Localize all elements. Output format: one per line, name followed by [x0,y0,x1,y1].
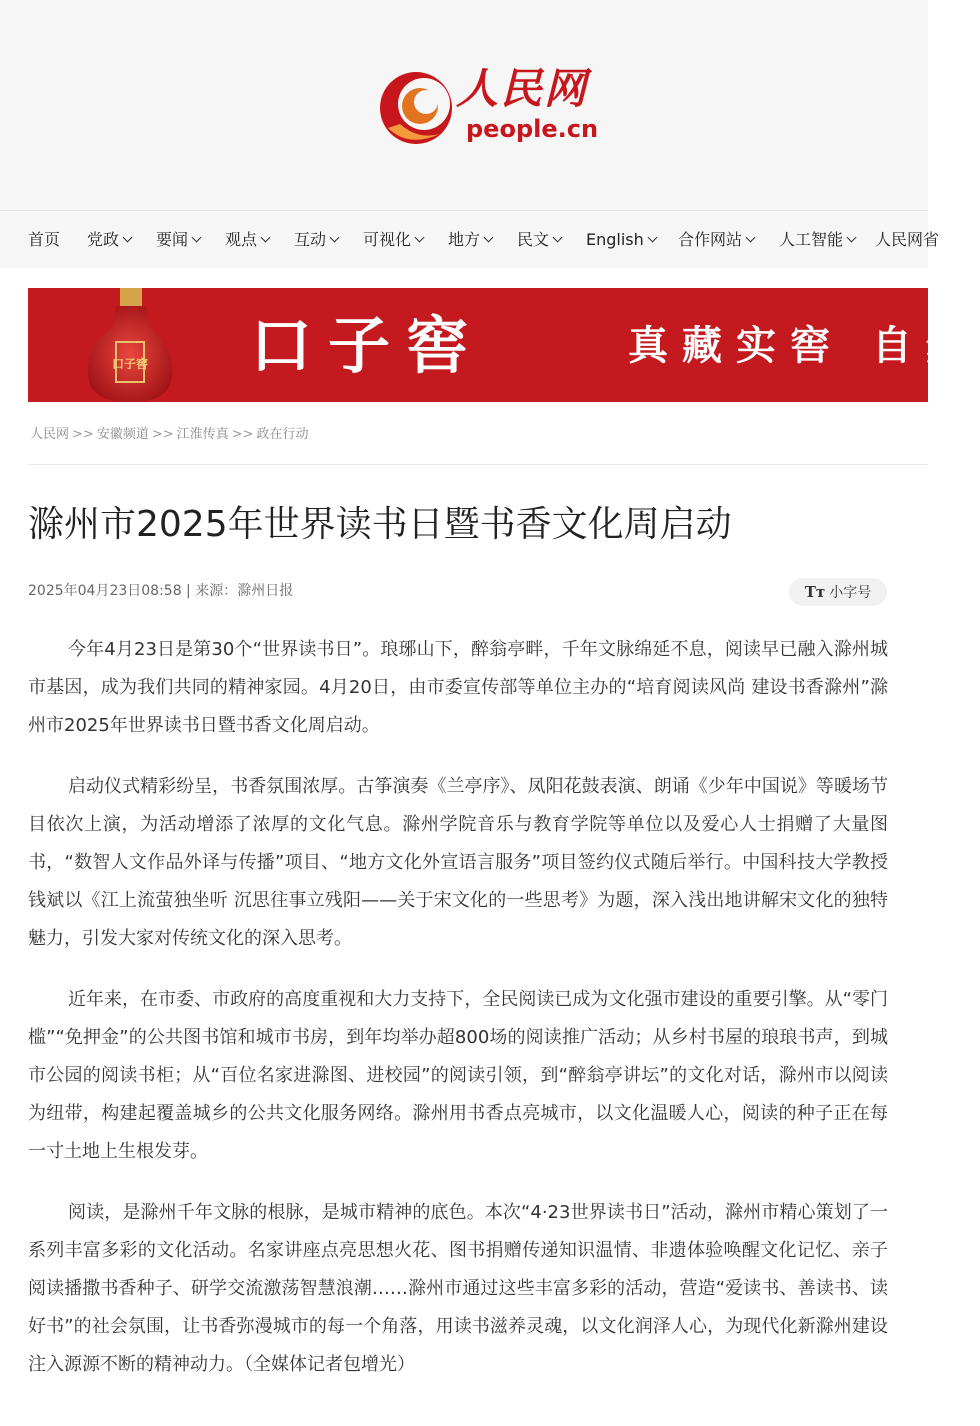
liquor-bottle-icon [76,288,182,402]
logo-text-cn: 人民网 [456,64,589,113]
breadcrumb-link[interactable]: 安徽频道 [96,427,149,442]
people-logo-icon [378,68,458,148]
divider [28,464,928,465]
logo-text-en: people.cn [466,115,599,143]
chevron-down-icon [123,233,133,243]
nav-item-news[interactable]: 要闻 [156,212,200,268]
font-size-toggle-button[interactable] [789,578,887,606]
nav-item-visual[interactable]: 可视化 [363,212,423,268]
article-title: 滁州市2025年世界读书日暨书香文化周启动 [28,504,732,545]
article-paragraph: 近年来，在市委、市政府的高度重视和大力支持下，全民阅读已成为文化强市建设的重要引擎。从“零门槛”“免押金”的公共图书馆和城市书房，到年均举办超800场的阅读推广活动；从乡村书屋的琅琅书声，到城市公园的阅读书柜；从“百位名家进滁图、进校园”的阅读引领，到“醉翁亭讲坛”的文化对话，滁州市以阅读为纽带，构建起覆盖城乡的公共文化服务网络。滁州用书香点亮城市，以文化温暖人心，阅读的种子正在每一寸土地上生根发芽。 [28,989,888,1162]
nav-item-ai[interactable]: 人工智能 [779,212,855,268]
site-logo[interactable] [378,62,598,152]
nav-item-provincial[interactable]: 人民网省 [875,230,940,249]
chevron-down-icon [553,233,563,243]
chevron-down-icon [484,233,494,243]
ad-banner[interactable] [28,288,980,402]
breadcrumb-separator: >> [72,427,94,442]
nav-item-interaction[interactable]: 互动 [294,212,338,268]
main-nav [0,212,940,268]
nav-item-opinion[interactable]: 观点 [225,212,269,268]
breadcrumb [30,423,308,442]
chevron-down-icon [746,233,756,243]
ad-brand: 口子窖 [250,309,485,382]
breadcrumb-link[interactable]: 江淮传真 [176,427,229,442]
nav-item-english[interactable]: English [586,212,656,268]
article-body [28,631,888,1407]
article-paragraph: 阅读，是滁州千年文脉的根脉，是城市精神的底色。本次“4·23世界读书日”活动，滁州市精心策划了一系列丰富多彩的文化活动。名家讲座点亮思想火花、图书捐赠传递知识温情、非遗体验唤醒文化记忆、亲子阅读播撒书香种子、研学交流激荡智慧浪潮……滁州市通过这些丰富多彩的活动，营造“爱读书、善读书、读好书”的社会氛围，让书香弥漫城市的每一个角落，用读书滋养灵魂，以文化润泽人心，为现代化新滁州建设注入源源不断的精神动力。（全媒体记者包增光） [28,1202,888,1375]
ad-slogan: 真藏实窖 自然 [628,322,980,369]
chevron-down-icon [330,233,340,243]
nav-item-local[interactable]: 地方 [448,212,492,268]
site-header [0,0,928,211]
nav-item-home[interactable]: 首页 [28,230,61,249]
nav-item-minority[interactable]: 民文 [517,212,561,268]
article-meta: 2025年04月23日08:58 | 来源：滁州日报 [28,583,294,599]
nav-item-partners[interactable]: 合作网站 [678,212,754,268]
chevron-down-icon [647,233,657,243]
breadcrumb-link[interactable]: 政在行动 [256,427,309,442]
nav-item-party[interactable]: 党政 [87,212,131,268]
chevron-down-icon [192,233,202,243]
breadcrumb-link[interactable]: 人民网 [30,427,70,442]
breadcrumb-separator: >> [151,427,174,442]
chevron-down-icon [415,233,425,243]
article-paragraph: 启动仪式精彩纷呈，书香氛围浓厚。古筝演奏《兰亭序》、凤阳花鼓表演、朗诵《少年中国说》等暖场节目依次上演，为活动增添了浓厚的文化气息。滁州学院音乐与教育学院等单位以及爱心人士捐赠了大量图书，“数智人文作品外译与传播”项目、“地方文化外宣语言服务”项目签约仪式随后举行。中国科技大学教授钱斌以《江上流萤独坐听 沉思往事立残阳——关于宋文化的一些思考》为题，深入浅出地讲解宋文化的独特魅力，引发大家对传统文化的深入思考。 [28,776,888,949]
breadcrumb-separator: >> [231,427,254,442]
font-size-label: 小字号 [829,585,872,601]
svg-text:口子窖: 口子窖 [111,357,149,371]
article-paragraph: 今年4月23日是第30个“世界读书日”。琅琊山下，醉翁亭畔，千年文脉绵延不息，阅读早已融入滁州城市基因，成为我们共同的精神家园。4月20日，由市委宣传部等单位主办的“培育阅读风尚 建设书香滁州”滁州市2025年世界读书日暨书香文化周启动。 [28,639,888,736]
chevron-down-icon [847,233,857,243]
chevron-down-icon [261,233,271,243]
font-size-icon: Tт [804,583,826,601]
